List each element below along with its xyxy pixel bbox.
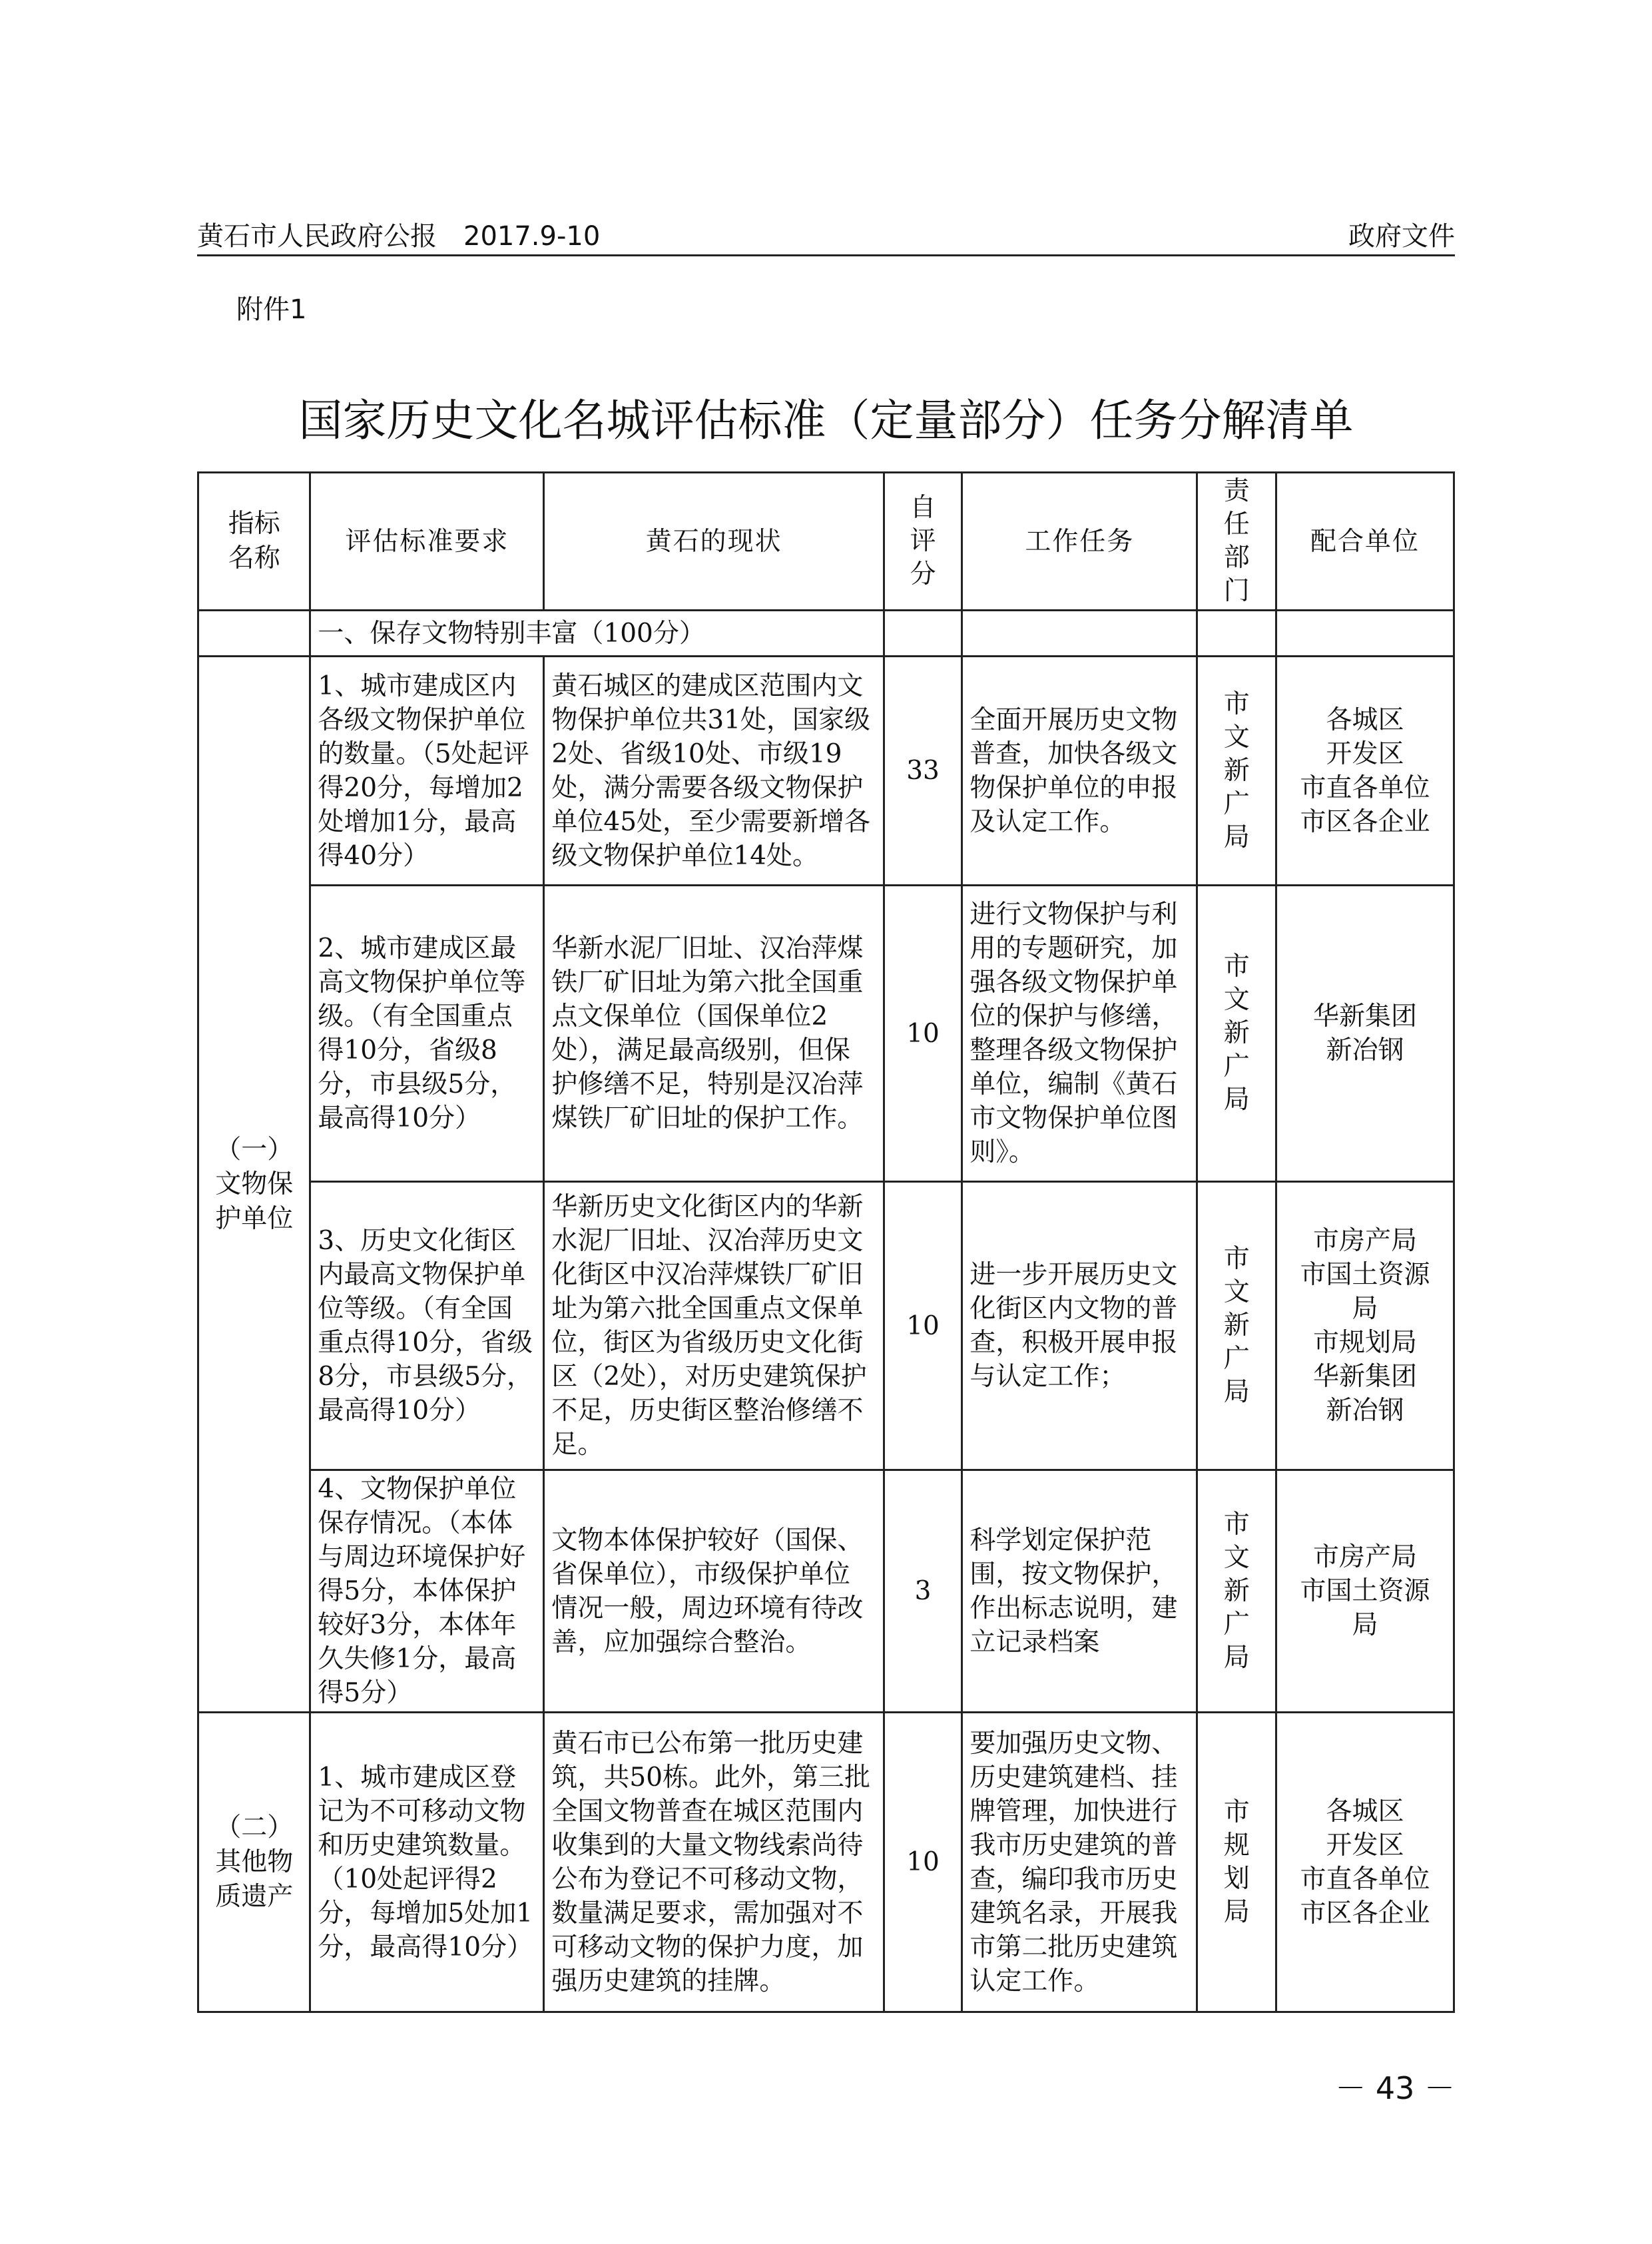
score-cell: 10 (884, 1182, 962, 1470)
cooperating-line: 市国土资源 (1300, 1260, 1430, 1290)
col-requirement: 评估标准要求 (310, 473, 544, 611)
score-cell: 33 (884, 657, 962, 886)
cooperating-line: 市直各单位 (1300, 772, 1430, 803)
header-rule (197, 254, 1455, 256)
status-cell: 文物本体保护较好（国保、省保单位），市级保护单位情况一般，周边环境有待改善，应加强综合整治。 (544, 1470, 884, 1713)
col-responsible (1197, 473, 1276, 611)
score-cell: 10 (884, 886, 962, 1182)
cooperating-line: 市规划局 (1313, 1328, 1418, 1358)
responsible-char: 文 (1223, 1277, 1250, 1307)
cooperating-line: 新冶钢 (1326, 1396, 1404, 1426)
section-blank (884, 611, 962, 657)
responsible-char: 市 (1223, 1797, 1250, 1827)
task-cell: 科学划定保护范围，按文物保护，作出标志说明，建立记录档案 (962, 1470, 1197, 1713)
section-blank (1197, 611, 1276, 657)
cooperating-cell (1276, 1470, 1454, 1713)
cooperating-line: 各城区 (1326, 704, 1404, 735)
section-blank (1276, 611, 1454, 657)
responsible-char: 局 (1223, 1085, 1250, 1115)
document-title: 国家历史文化名城评估标准（定量部分）任务分解清单 (298, 395, 1354, 446)
col-responsible-char: 部 (1223, 543, 1250, 573)
responsible-char: 新 (1223, 755, 1250, 786)
responsible-char: 局 (1223, 822, 1250, 852)
cooperating-line: 各城区 (1326, 1796, 1404, 1826)
table-row (198, 1470, 1454, 1713)
responsible-char: 新 (1223, 1575, 1250, 1606)
score-cell: 10 (884, 1713, 962, 2012)
col-indicator-line: 名称 (228, 543, 280, 573)
indicator-line: 质遗产 (215, 1881, 294, 1912)
table-row (198, 657, 1454, 886)
responsible-char: 广 (1223, 788, 1250, 819)
page-number: － 43 － (1335, 2070, 1455, 2106)
requirement-cell: 3、历史文化街区内最高文物保护单位等级。（有全国重点得10分，省级8分，市县级5分，最高得10分） (310, 1182, 544, 1470)
cooperating-line: 市区各企业 (1300, 806, 1430, 837)
section-title: 一、保存文物特别丰富（100分） (310, 611, 884, 657)
section-blank (962, 611, 1197, 657)
cooperating-line: 市国土资源 (1300, 1576, 1430, 1606)
responsible-char: 市 (1223, 689, 1250, 719)
col-indicator (198, 473, 310, 611)
status-cell: 黄石城区的建成区范围内文物保护单位共31处，国家级2处、省级10处、市级19处，满分需要各级文物保护单位45处，至少需要新增各级文物保护单位14处。 (544, 657, 884, 886)
cooperating-line: 市房产局 (1313, 1542, 1418, 1572)
requirement-cell: 1、城市建成区内各级文物保护单位的数量。（5处起评得20分，每增加2处增加1分，最高得40分） (310, 657, 544, 886)
col-status: 黄石的现状 (544, 473, 884, 611)
cooperating-line: 开发区 (1326, 738, 1404, 769)
cooperating-cell (1276, 657, 1454, 886)
cooperating-cell (1276, 1182, 1454, 1470)
col-score (884, 473, 962, 611)
cooperating-line: 局 (1352, 1294, 1378, 1324)
task-cell: 进行文物保护与利用的专题研究，加强各级文物保护单位的保护与修缮，整理各级文物保护单位，编制《黄石市文物保护单位图则》。 (962, 886, 1197, 1182)
requirement-cell: 1、城市建成区登记为不可移动文物和历史建筑数量。（10处起评得2分，每增加5处加1分，最高得10分） (310, 1713, 544, 2012)
responsible-char: 局 (1223, 1642, 1250, 1673)
task-cell: 进一步开展历史文化街区内文物的普查，积极开展申报与认定工作； (962, 1182, 1197, 1470)
status-cell: 黄石市已公布第一批历史建筑，共50栋。此外，第三批全国文物普查在城区范围内收集到的大量文物线索尚待公布为登记不可移动文物，数量满足要求，需加强对不可移动文物的保护力度，加强历史建筑的挂牌。 (544, 1713, 884, 2012)
responsible-char: 市 (1223, 952, 1250, 982)
responsible-char: 文 (1223, 722, 1250, 752)
attachment-label: 附件1 (236, 294, 307, 325)
requirement-cell: 2、城市建成区最高文物保护单位等级。（有全国重点得10分，省级8分，市县级5分，最高得10分） (310, 886, 544, 1182)
score-cell: 3 (884, 1470, 962, 1713)
responsible-char: 文 (1223, 1542, 1250, 1573)
responsible-cell (1197, 1470, 1276, 1713)
col-task: 工作任务 (962, 473, 1197, 611)
cooperating-line: 市区各企业 (1300, 1898, 1430, 1928)
responsible-char: 规 (1223, 1830, 1250, 1860)
task-cell: 要加强历史文物、历史建筑建档、挂牌管理，加快进行我市历史建筑的普查，编印我市历史建筑名录，开展我市第二批历史建筑认定工作。 (962, 1713, 1197, 2012)
requirement-cell: 4、文物保护单位保存情况。（本体与周边环境保护好得5分，本体保护较好3分，本体年久失修1分，最高得5分） (310, 1470, 544, 1713)
cooperating-cell (1276, 1713, 1454, 2012)
responsible-char: 局 (1223, 1377, 1250, 1407)
col-score-char: 评 (910, 526, 936, 556)
responsible-char: 新 (1223, 1018, 1250, 1048)
table-row (198, 1713, 1454, 2012)
indicator-line: （二） (215, 1812, 294, 1842)
responsible-char: 局 (1223, 1896, 1250, 1927)
responsible-char: 广 (1223, 1051, 1250, 1081)
table-row (198, 886, 1454, 1182)
responsible-char: 新 (1223, 1310, 1250, 1340)
section-row (198, 611, 1454, 657)
task-cell: 全面开展历史文物普查，加快各级文物保护单位的申报及认定工作。 (962, 657, 1197, 886)
col-cooperating: 配合单位 (1276, 473, 1454, 611)
table-row (198, 1182, 1454, 1470)
responsible-cell (1197, 1713, 1276, 2012)
cooperating-cell (1276, 886, 1454, 1182)
cooperating-line: 市直各单位 (1300, 1864, 1430, 1894)
responsible-char: 广 (1223, 1344, 1250, 1374)
responsible-char: 划 (1223, 1863, 1250, 1894)
status-cell: 华新水泥厂旧址、汉冶萍煤铁厂矿旧址为第六批全国重点文保单位（国保单位2处），满足最高级别，但保护修缮不足，特别是汉冶萍煤铁厂矿旧址的保护工作。 (544, 886, 884, 1182)
cooperating-line: 开发区 (1326, 1830, 1404, 1860)
cooperating-line: 新冶钢 (1326, 1035, 1404, 1065)
cooperating-line: 市房产局 (1313, 1226, 1418, 1256)
indicator-line: 护单位 (215, 1203, 294, 1234)
responsible-char: 市 (1223, 1244, 1250, 1274)
responsible-char: 文 (1223, 985, 1250, 1015)
status-cell: 华新历史文化街区内的华新水泥厂旧址、汉冶萍历史文化街区中汉冶萍煤铁厂矿旧址为第六批全国重点文保单位，街区为省级历史文化街区（2处），对历史建筑保护不足，历史街区整治修缮不足。 (544, 1182, 884, 1470)
col-responsible-char: 任 (1223, 509, 1250, 539)
responsible-cell (1197, 886, 1276, 1182)
col-responsible-char: 责 (1223, 476, 1250, 506)
responsible-cell (1197, 1182, 1276, 1470)
col-responsible-char: 门 (1223, 576, 1250, 606)
indicator-line: 文物保 (215, 1169, 294, 1199)
col-score-char: 分 (910, 559, 936, 589)
col-indicator-line: 指标 (228, 509, 280, 539)
section-blank (198, 611, 310, 657)
cooperating-line: 局 (1352, 1610, 1378, 1640)
col-score-char: 自 (910, 493, 936, 523)
cooperating-line: 华新集团 (1313, 1001, 1418, 1031)
responsible-cell (1197, 657, 1276, 886)
indicator-name (198, 1713, 310, 2012)
table-header-row (198, 473, 1454, 611)
journal-header: 黄石市人民政府公报 2017.9-10 (197, 221, 601, 252)
responsible-char: 市 (1223, 1509, 1250, 1540)
section-header: 政府文件 (1348, 221, 1455, 252)
responsible-char: 广 (1223, 1609, 1250, 1639)
cooperating-line: 华新集团 (1313, 1362, 1418, 1392)
indicator-line: （一） (215, 1134, 294, 1165)
indicator-line: 其他物 (215, 1846, 294, 1877)
indicator-name (198, 657, 310, 1713)
task-table (197, 471, 1455, 2013)
